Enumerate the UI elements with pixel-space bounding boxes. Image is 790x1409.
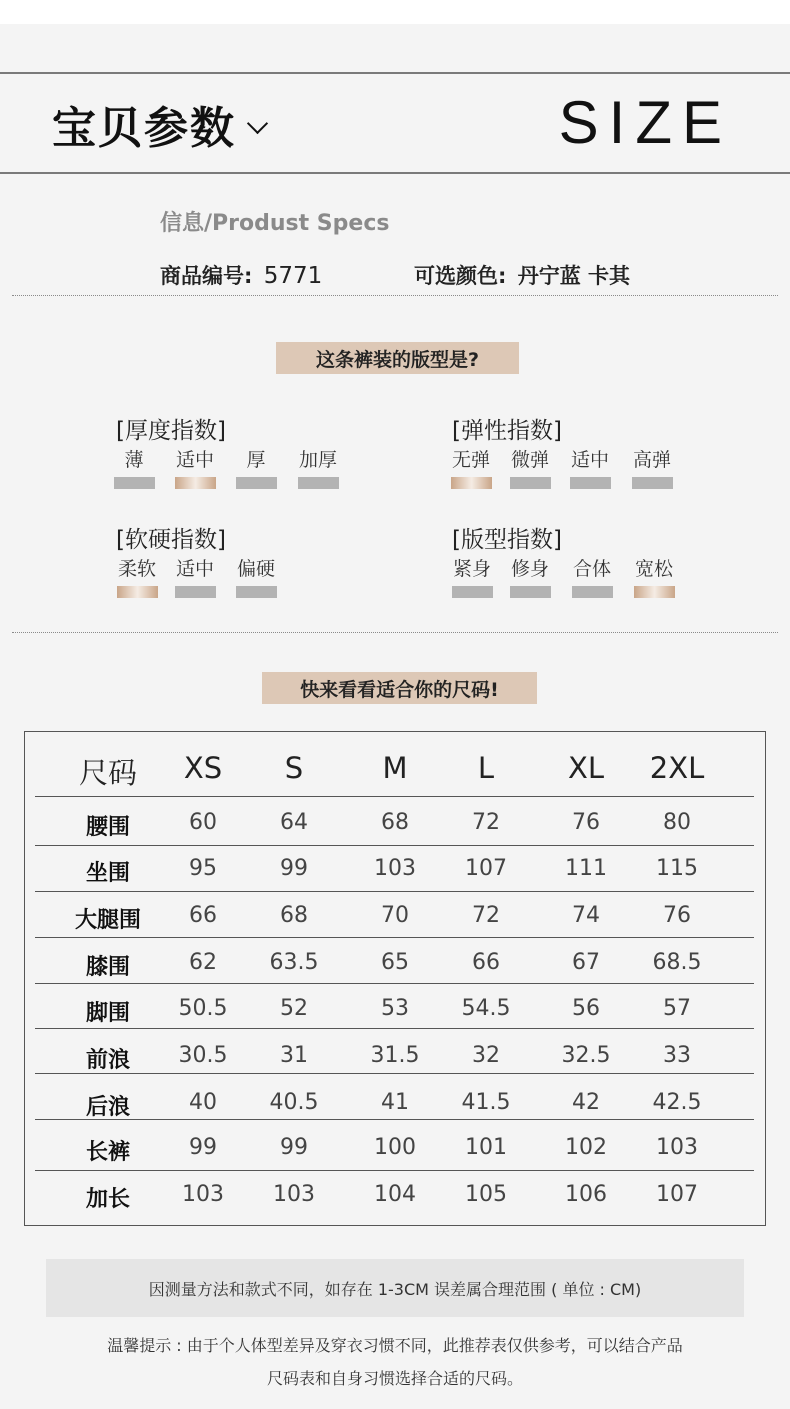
chevron-down-icon [247,113,268,134]
fit-indicator [452,586,493,598]
table-cell: 72 [472,903,500,928]
fit-banner: 这条裤装的版型是? [276,342,519,374]
color-label: 可选颜色: [414,264,507,288]
fit-option-label: 高弹 [632,449,671,471]
size-table [24,731,766,1226]
size-header-cell: XS [183,751,223,785]
table-cell: 31 [280,1043,308,1068]
specs-heading: 信息/Produst Specs [160,211,390,236]
fit-indicator [236,586,277,598]
table-cell: 103 [374,856,416,881]
tip-line-2: 尺码表和自身习惯选择合适的尺码。 [266,1369,523,1388]
table-cell: 42.5 [652,1090,702,1115]
fit-option-label: 适中 [570,449,609,471]
table-cell: 68 [381,810,409,835]
table-cell: 66 [472,950,500,975]
fit-indicator [236,477,277,489]
fit-indicator [298,477,339,489]
item-number-value: 5771 [263,263,323,289]
table-row-divider [35,983,754,984]
tip-line-1: 温馨提示 : 由于个人体型差异及穿衣习惯不同，此推荐表仅供参考，可以结合产品 [107,1336,683,1355]
size-banner: 快来看看适合你的尺码! [262,672,537,704]
table-cell: 107 [656,1182,698,1207]
fit-indicator-selected [175,477,216,489]
color-options [414,260,630,290]
fit-indicator [175,586,216,598]
table-row-divider [35,937,754,938]
table-cell: 105 [465,1182,507,1207]
table-cell: 103 [182,1182,224,1207]
table-cell: 99 [280,1135,308,1160]
size-header-cell: M [382,751,408,785]
table-cell: 70 [381,903,409,928]
table-cell: 54.5 [461,996,511,1021]
table-cell: 30.5 [178,1043,228,1068]
fit-option-label: 微弹 [510,449,549,471]
table-cell: 76 [663,903,691,928]
table-cell: 103 [656,1135,698,1160]
table-cell: 107 [465,856,507,881]
params-title-text: 宝贝参数 [52,103,236,154]
table-row-label: 膝围 [85,955,130,980]
fit-indicator [570,477,611,489]
size-header-cell: 2XL [649,751,705,785]
divider-dotted [12,295,778,296]
item-number-label: 商品编号: [160,264,253,288]
table-cell: 31.5 [370,1043,420,1068]
table-row-divider [35,796,754,797]
table-cell: 41.5 [461,1090,511,1115]
size-header-label: 尺码 [78,756,137,790]
table-cell: 115 [656,856,698,881]
table-cell: 50.5 [178,996,228,1021]
table-row-label: 脚围 [85,1001,130,1026]
table-row-label: 长裤 [85,1140,130,1165]
header-bottom-rule [0,172,790,174]
table-cell: 76 [572,810,600,835]
table-row-label: 大腿围 [74,908,141,933]
params-title [52,92,265,156]
table-cell: 68 [280,903,308,928]
fit-option-label: 偏硬 [236,558,275,580]
table-cell: 68.5 [652,950,702,975]
table-cell: 40.5 [269,1090,319,1115]
table-cell: 106 [565,1182,607,1207]
table-cell: 103 [273,1182,315,1207]
table-row-label: 坐围 [85,861,130,886]
fit-group-title: [版型指数] [452,527,562,553]
fit-option-label: 适中 [175,449,214,471]
fit-indicator [572,586,613,598]
fit-option-label: 无弹 [451,449,490,471]
table-cell: 56 [572,996,600,1021]
table-cell: 63.5 [269,950,319,975]
table-cell: 95 [189,856,217,881]
table-row-label: 前浪 [85,1048,130,1073]
fit-group-title: [厚度指数] [116,418,226,444]
fit-indicator [510,586,551,598]
table-cell: 100 [374,1135,416,1160]
table-cell: 74 [572,903,600,928]
size-header-cell: XL [567,751,605,785]
fit-indicator-selected [117,586,158,598]
fit-group-title: [弹性指数] [452,418,562,444]
table-cell: 62 [189,950,217,975]
table-row-divider [35,845,754,846]
fit-option-label: 柔软 [117,558,156,580]
divider-dotted [12,632,778,633]
table-cell: 65 [381,950,409,975]
table-cell: 52 [280,996,308,1021]
table-row-divider [35,1170,754,1171]
fit-option-label: 厚 [246,449,266,471]
fit-option-label: 适中 [175,558,214,580]
table-cell: 64 [280,810,308,835]
item-number [160,260,322,290]
table-cell: 66 [189,903,217,928]
fit-option-label: 修身 [510,558,549,580]
fit-indicator [114,477,155,489]
table-cell: 53 [381,996,409,1021]
table-cell: 32.5 [561,1043,611,1068]
fit-option-label: 加厚 [298,449,337,471]
table-cell: 111 [565,856,607,881]
top-strip [0,0,790,24]
table-cell: 99 [280,856,308,881]
table-row-label: 加长 [85,1187,130,1212]
table-cell: 101 [465,1135,507,1160]
fit-option-label: 薄 [124,449,144,471]
table-cell: 41 [381,1090,409,1115]
header-top-rule [0,72,790,74]
fit-option-label: 合体 [572,558,611,580]
table-cell: 40 [189,1090,217,1115]
table-cell: 104 [374,1182,416,1207]
tolerance-note: 因测量方法和款式不同，如存在 1-3CM 误差属合理范围 ( 单位 : CM) [46,1259,744,1317]
table-cell: 57 [663,996,691,1021]
table-row-divider [35,891,754,892]
table-cell: 67 [572,950,600,975]
table-row-label: 腰围 [85,815,130,840]
table-cell: 102 [565,1135,607,1160]
table-cell: 33 [663,1043,691,1068]
fit-indicator-selected [451,477,492,489]
fit-indicator [632,477,673,489]
size-label: SIZE [558,89,732,156]
size-header-cell: S [284,751,304,785]
table-cell: 60 [189,810,217,835]
table-row-label: 后浪 [85,1095,130,1120]
table-cell: 32 [472,1043,500,1068]
table-cell: 42 [572,1090,600,1115]
fit-group-title: [软硬指数] [116,527,226,553]
fit-option-label: 紧身 [452,558,491,580]
table-cell: 72 [472,810,500,835]
fit-option-label: 宽松 [634,558,673,580]
size-header-cell: L [477,751,495,785]
color-values: 丹宁蓝 卡其 [517,264,631,288]
table-cell: 99 [189,1135,217,1160]
fit-indicator [510,477,551,489]
fit-indicator-selected [634,586,675,598]
table-cell: 80 [663,810,691,835]
table-row-divider [35,1028,754,1029]
